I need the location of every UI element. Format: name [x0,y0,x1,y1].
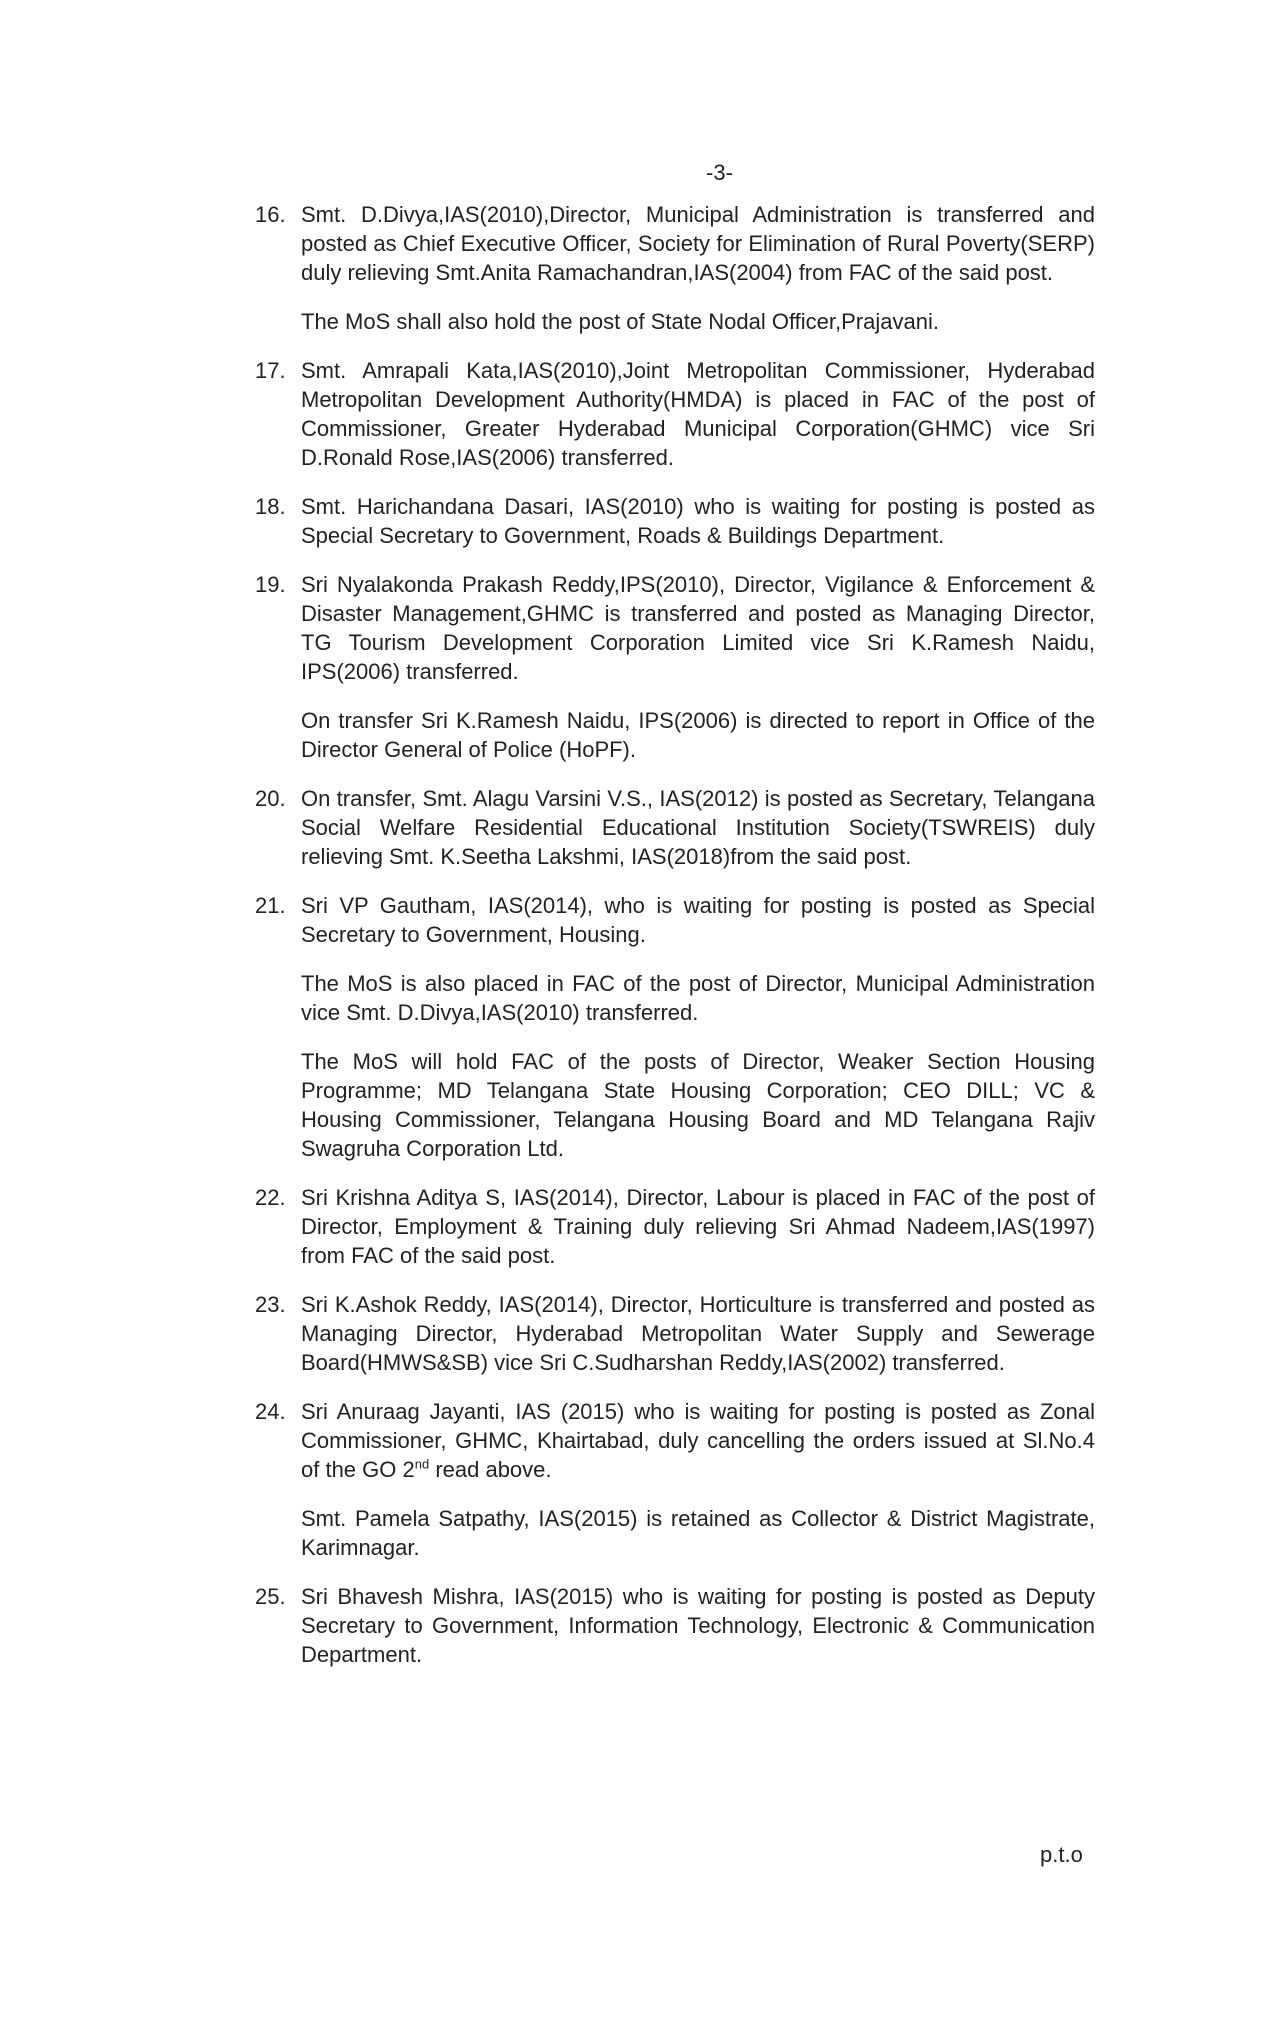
item-paragraph: Sri Nyalakonda Prakash Reddy,IPS(2010), Director, Vigilance & Enforcement & Disaster Management,GHMC is transferred and posted as Managing Director, TG Tourism Development Corporation Limited vice Sri K.Ramesh Naidu, IPS(2006) transferred. [301,572,1095,684]
list-item [255,570,1095,764]
item-paragraph: On transfer, Smt. Alagu Varsini V.S., IAS(2012) is posted as Secretary, Telangana Social Welfare Residential Educational Institution Society(TSWREIS) duly relieving Smt. K.Seetha Lakshmi, IAS(2018)from the said post. [301,786,1095,869]
list-item [255,492,1095,550]
ordinal-superscript: nd [414,1456,430,1472]
list-item [255,1183,1095,1270]
page-turn-note: p.t.o [1040,1842,1083,1867]
list-item [255,1582,1095,1669]
item-number: 22. [255,1185,286,1210]
list-item [255,356,1095,472]
item-paragraph: Sri Bhavesh Mishra, IAS(2015) who is waiting for posting is posted as Deputy Secretary to Government, Information Technology, Electronic & Communication Department. [301,1584,1095,1667]
paragraph-text: read above. [429,1457,552,1482]
item-number: 20. [255,786,286,811]
item-paragraph [301,1397,1095,1484]
item-paragraph: Sri K.Ashok Reddy, IAS(2014), Director, Horticulture is transferred and posted as Managing Director, Hyderabad Metropolitan Water Supply and Sewerage Board(HMWS&SB) vice Sri C.Sudharshan Reddy,IAS(2002) transferred. [301,1292,1095,1375]
paragraph-text: Sri Anuraag Jayanti, IAS (2015) who is waiting for posting is posted as Zonal Commissioner, GHMC, Khairtabad, duly cancelling the orders issued at Sl.No.4 of the GO 2 [301,1399,1095,1482]
order-items-list [255,200,1095,1689]
item-paragraph: Smt. D.Divya,IAS(2010),Director, Municipal Administration is transferred and posted as Chief Executive Officer, Society for Elimination of Rural Poverty(SERP) duly relieving Smt.Anita Ramachandran,IAS(2004) from FAC of the said post. [301,202,1095,285]
item-paragraph: The MoS will hold FAC of the posts of Director, Weaker Section Housing Programme; MD Telangana State Housing Corporation; CEO DILL; VC & Housing Commissioner, Telangana Housing Board and MD Telangana Rajiv Swagruha Corporation Ltd. [301,1049,1095,1161]
list-item [255,1290,1095,1377]
item-number: 17. [255,358,286,383]
list-item [255,784,1095,871]
item-paragraph: On transfer Sri K.Ramesh Naidu, IPS(2006) is directed to report in Office of the Director General of Police (HoPF). [301,708,1095,762]
item-number: 23. [255,1292,286,1317]
item-paragraph: Sri Krishna Aditya S, IAS(2014), Director, Labour is placed in FAC of the post of Director, Employment & Training duly relieving Sri Ahmad Nadeem,IAS(1997) from FAC of the said post. [301,1185,1095,1268]
item-number: 21. [255,893,286,918]
list-item [255,891,1095,1163]
item-number: 24. [255,1399,286,1424]
list-item [255,1397,1095,1562]
item-paragraph: The MoS is also placed in FAC of the post of Director, Municipal Administration vice Smt. D.Divya,IAS(2010) transferred. [301,971,1095,1025]
item-number: 16. [255,202,286,227]
item-paragraph: Smt. Amrapali Kata,IAS(2010),Joint Metropolitan Commissioner, Hyderabad Metropolitan Development Authority(HMDA) is placed in FAC of the post of Commissioner, Greater Hyderabad Municipal Corporation(GHMC) vice Sri D.Ronald Rose,IAS(2006) transferred. [301,358,1095,470]
item-paragraph: Smt. Pamela Satpathy, IAS(2015) is retained as Collector & District Magistrate, Karimnagar. [301,1506,1095,1560]
list-item [255,200,1095,336]
item-paragraph: Sri VP Gautham, IAS(2014), who is waiting for posting is posted as Special Secretary to Government, Housing. [301,893,1095,947]
item-number: 18. [255,494,286,519]
item-number: 25. [255,1584,286,1609]
page-number: -3- [706,160,733,185]
item-number: 19. [255,572,286,597]
item-paragraph: The MoS shall also hold the post of State Nodal Officer,Prajavani. [301,309,939,334]
item-paragraph: Smt. Harichandana Dasari, IAS(2010) who is waiting for posting is posted as Special Secretary to Government, Roads & Buildings Department. [301,494,1095,548]
